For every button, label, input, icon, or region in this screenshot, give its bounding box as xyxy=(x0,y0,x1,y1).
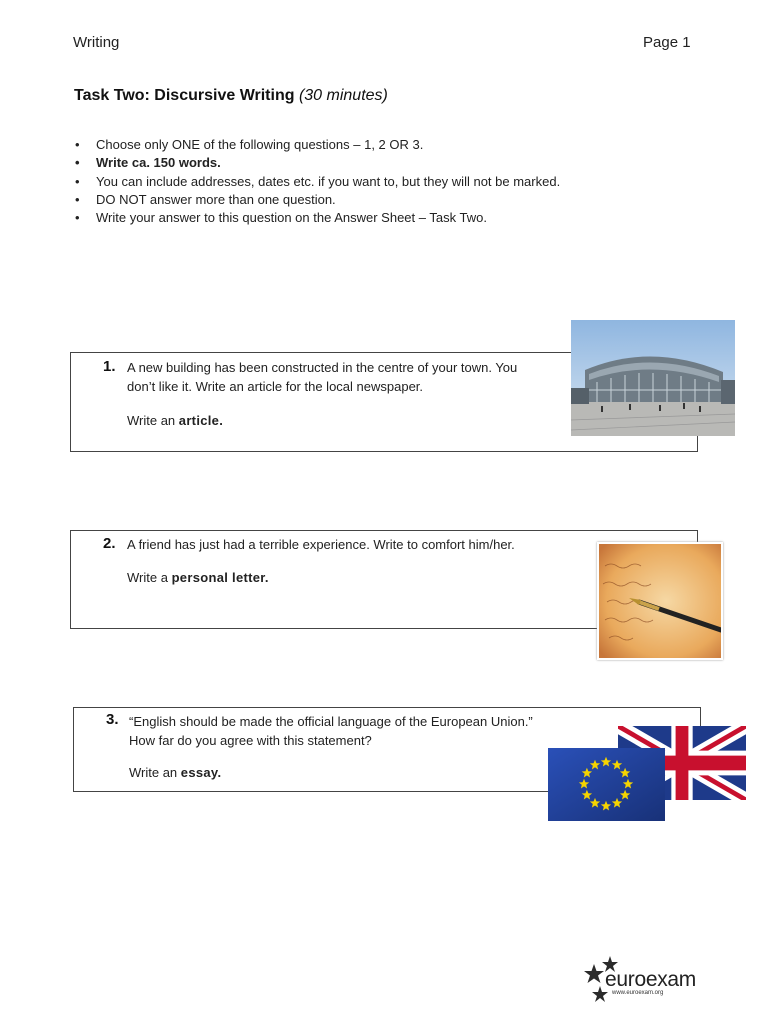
question-3-write-prefix: Write an xyxy=(129,765,178,780)
question-1-write-type: article. xyxy=(178,413,224,428)
question-1-write-prefix: Write an xyxy=(127,413,176,428)
instruction-item: • Write ca. 150 words. xyxy=(75,154,560,172)
eu-flag-graphic xyxy=(548,748,665,821)
question-2-write-type: personal letter. xyxy=(171,570,269,585)
question-1-line-2: don’t like it. Write an article for the local newspaper. xyxy=(127,379,424,394)
building-photo xyxy=(571,320,735,436)
task-duration: (30 minutes) xyxy=(298,87,388,104)
question-3-write-type: essay. xyxy=(180,765,222,780)
question-2-number: 2. xyxy=(103,535,116,552)
instruction-item: • Write your answer to this question on the Answer Sheet – Task Two. xyxy=(75,209,560,227)
letter-pen-photo xyxy=(597,542,723,660)
question-3-write-instruction xyxy=(129,763,221,782)
question-2-write-instruction xyxy=(127,568,269,587)
instruction-item: • DO NOT answer more than one question. xyxy=(75,191,560,209)
instruction-item: • You can include addresses, dates etc. if you want to, but they will not be marked. xyxy=(75,173,560,191)
page-number: Page 1 xyxy=(643,34,691,51)
task-title xyxy=(74,87,388,105)
building-photo-graphic xyxy=(571,320,735,436)
question-3-number: 3. xyxy=(106,711,119,728)
question-2-write-prefix: Write a xyxy=(127,570,168,585)
question-3-line-2: How far do you agree with this statement? xyxy=(129,733,372,748)
question-1-line-1: A new building has been constructed in the centre of your town. You xyxy=(127,360,518,375)
logo-url: www.euroexam.org xyxy=(612,990,664,996)
letter-pen-graphic xyxy=(599,544,721,658)
logo-text: euroexam xyxy=(605,968,696,991)
euroexam-logo xyxy=(583,955,708,1005)
question-3-line-1: “English should be made the official language of the European Union.” xyxy=(129,714,533,729)
question-2-line-1: A friend has just had a terrible experience. Write to comfort him/her. xyxy=(127,537,515,552)
task-title-text: Task Two: Discursive Writing xyxy=(74,87,295,104)
eu-flag-icon xyxy=(548,748,665,821)
question-1-write-instruction xyxy=(127,411,223,430)
header-section-label: Writing xyxy=(73,34,120,51)
question-1-number: 1. xyxy=(103,358,116,375)
instruction-item: • Choose only ONE of the following questions – 1, 2 OR 3. xyxy=(75,136,560,154)
instructions-list xyxy=(75,136,560,227)
